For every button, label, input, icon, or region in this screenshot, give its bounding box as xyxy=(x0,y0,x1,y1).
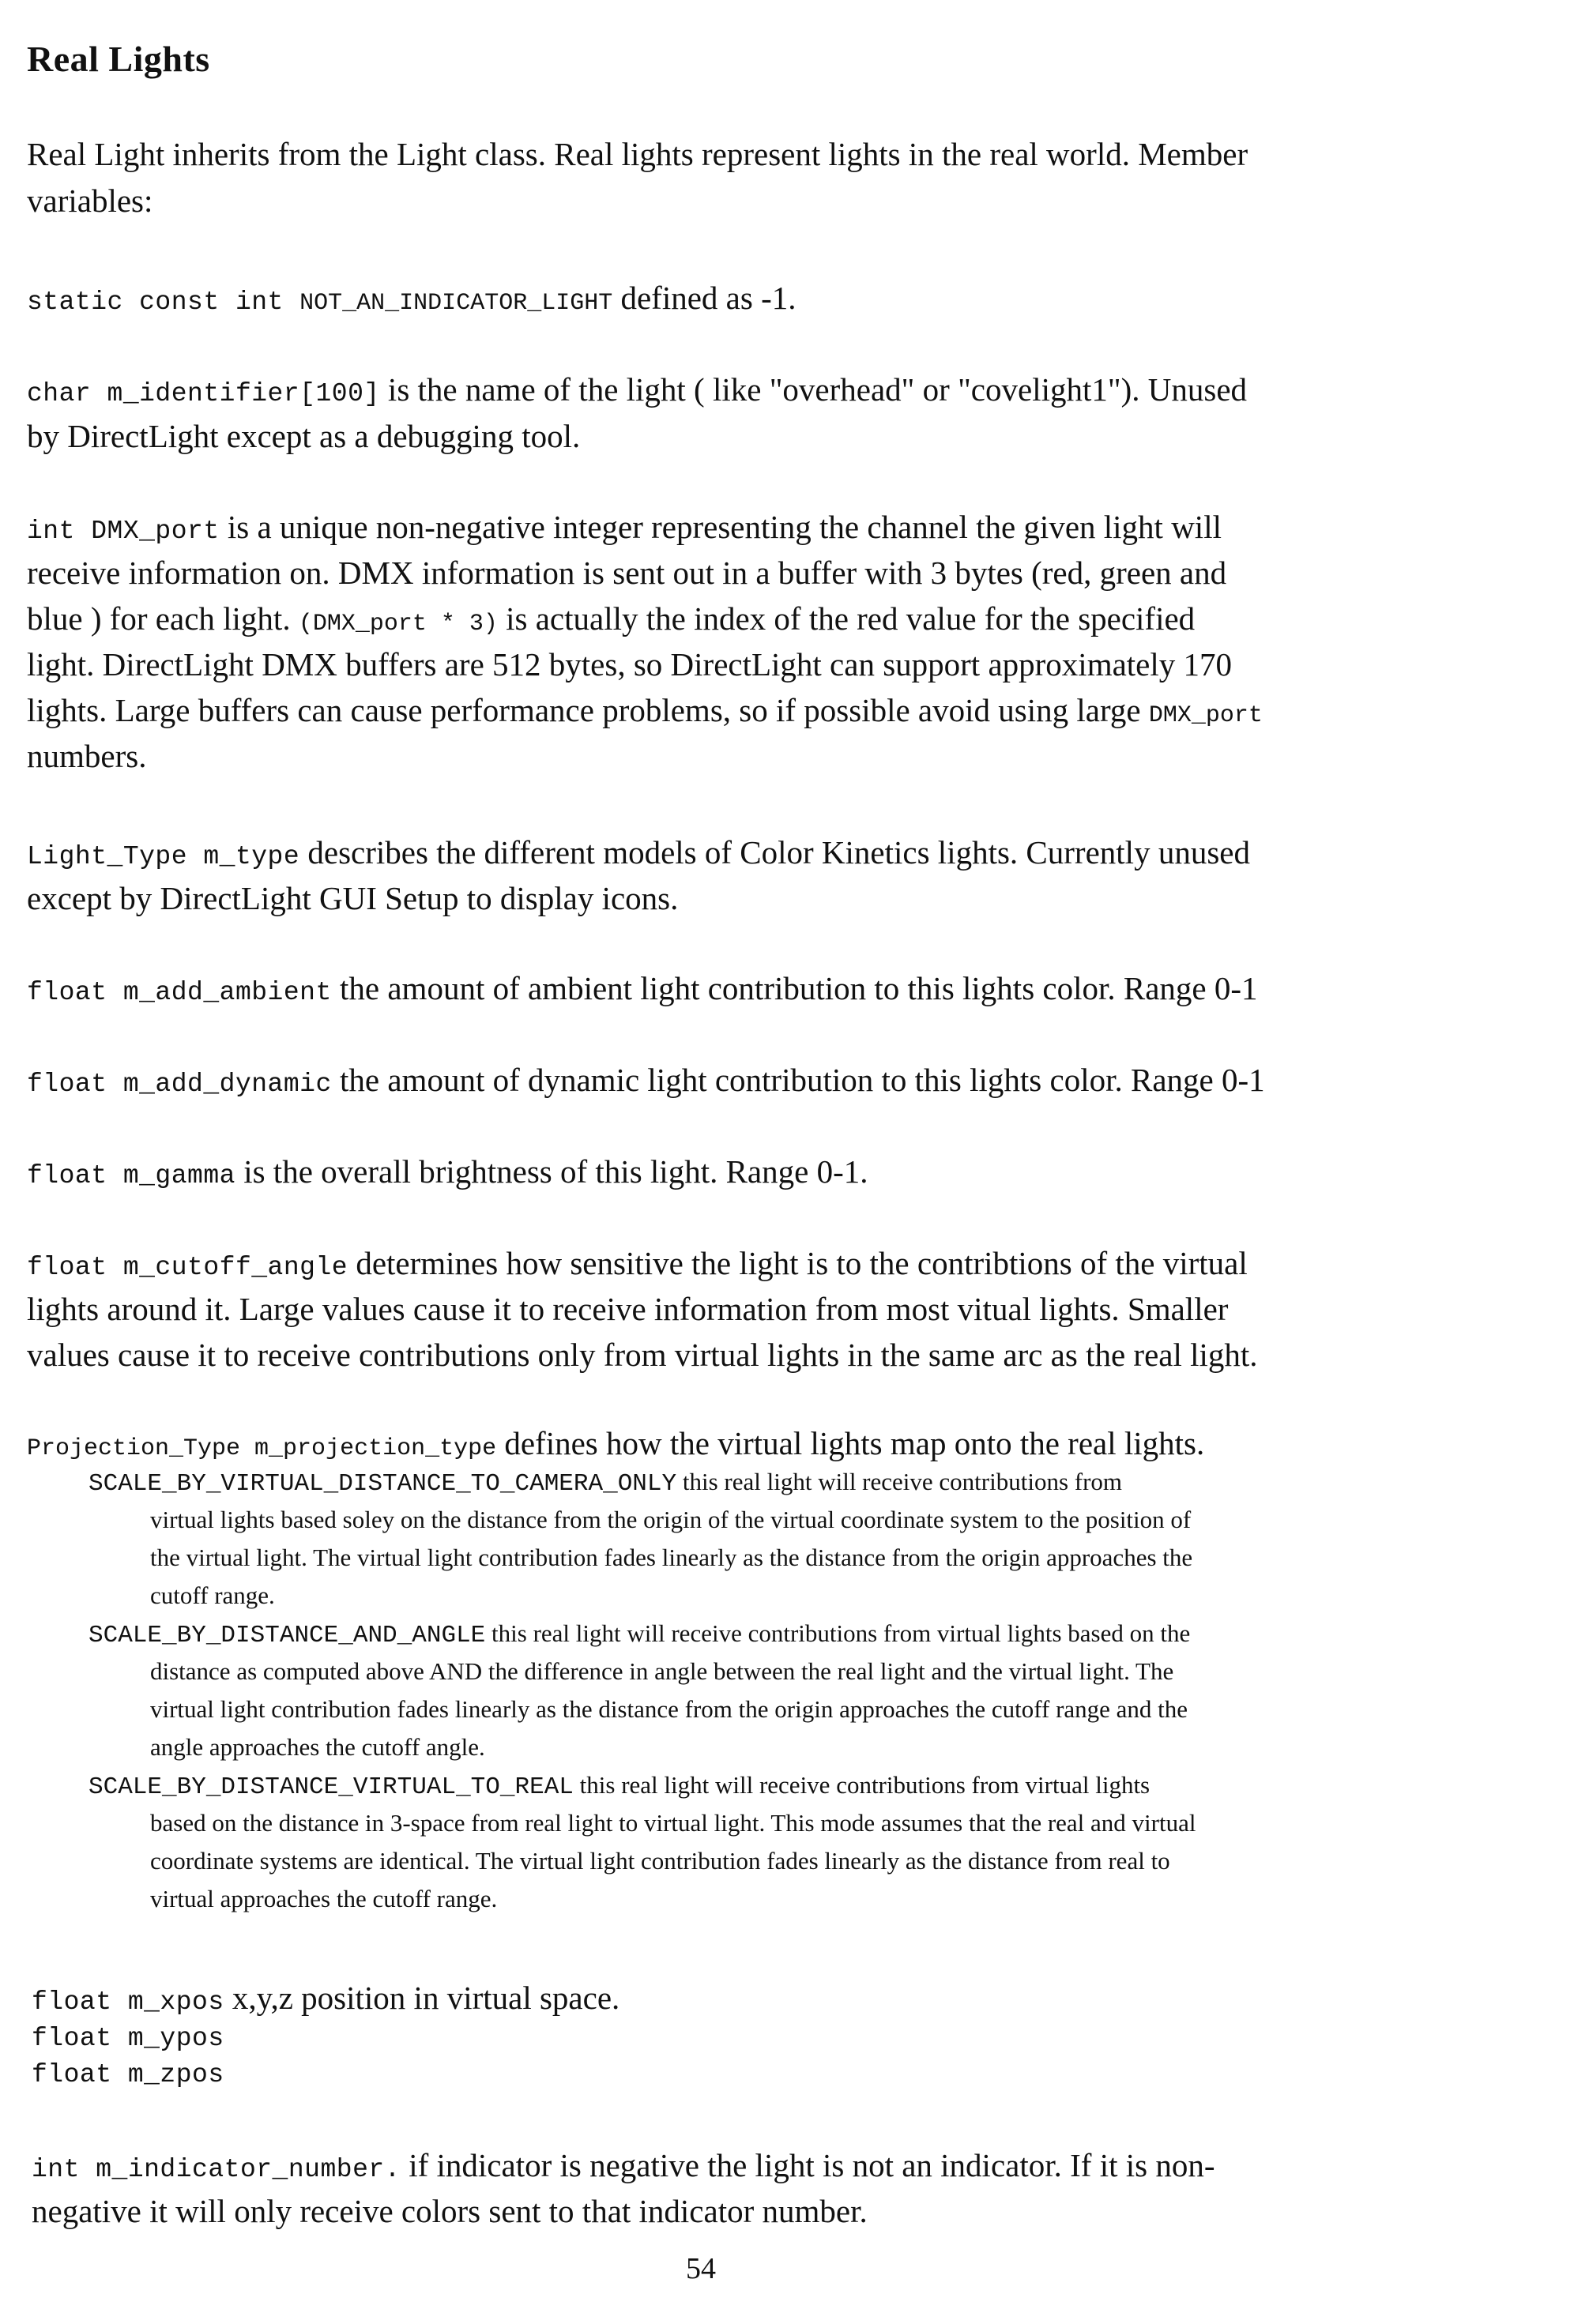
option-line: based on the distance in 3-space from real light to virtual light. This mode assumes that the real and virtual xyxy=(150,1809,1196,1837)
section-title: Real Lights xyxy=(27,39,210,79)
option-line: cutoff range. xyxy=(150,1581,275,1609)
member-description: determines how sensitive the light is to the contribtions of the virtual xyxy=(348,1245,1248,1281)
member-dmx-port-line-3 xyxy=(27,596,1195,647)
member-description: defined as -1. xyxy=(612,280,796,316)
member-description: if indicator is negative the light is not an indicator. If it is non- xyxy=(400,2147,1215,2183)
code-m-add-ambient: float m_add_ambient xyxy=(27,978,332,1007)
code-m-cutoff-angle: float m_cutoff_angle xyxy=(27,1253,348,1282)
option-line: the virtual light. The virtual light contribution fades linearly as the distance from the origin approaches the xyxy=(150,1544,1193,1571)
option-line: distance as computed above AND the difference in angle between the real light and the virtual light. The xyxy=(150,1657,1174,1685)
text-fragment: blue ) for each light. xyxy=(27,600,299,637)
member-description: describes the different models of Color Kinetics lights. Currently unused xyxy=(299,834,1250,871)
member-cutoff-angle-line-3: values cause it to receive contributions only from virtual lights in the same arc as the real light. xyxy=(27,1337,1258,1373)
code-static-const-int: static const int xyxy=(27,288,300,317)
option-line: virtual approaches the cutoff range. xyxy=(150,1885,498,1912)
member-add-dynamic xyxy=(27,1057,1265,1107)
code-dmx-port-times-3: (DMX_port * 3) xyxy=(298,611,498,637)
code-enum-name: SCALE_BY_DISTANCE_AND_ANGLE xyxy=(88,1622,486,1649)
member-cutoff-angle-line-2: lights around it. Large values cause it to receive information from most vitual lights. Smaller xyxy=(27,1291,1229,1327)
member-dmx-port-line-6: numbers. xyxy=(27,738,147,774)
code-dmx-port: DMX_port xyxy=(1148,702,1263,729)
member-description: is the name of the light ( like "overhead" or "covelight1"). Unused xyxy=(379,371,1248,408)
option-description: this real light will receive contributions from virtual lights xyxy=(573,1771,1150,1799)
intro-line-2: variables: xyxy=(27,182,153,219)
member-identifier-line-2: by DirectLight except as a debugging tool. xyxy=(27,418,581,454)
code-light-type-m-type: Light_Type m_type xyxy=(27,842,300,871)
member-indicator-number xyxy=(32,2142,1215,2193)
member-dmx-port-line-4: light. DirectLight DMX buffers are 512 bytes, so DirectLight can support approximately 170 xyxy=(27,646,1233,683)
code-m-zpos: float m_zpos xyxy=(32,2060,224,2089)
code-m-gamma: float m_gamma xyxy=(27,1161,235,1190)
option-line: angle approaches the cutoff angle. xyxy=(150,1733,485,1761)
member-description: defines how the virtual lights map onto the real lights. xyxy=(496,1425,1205,1461)
code-m-ypos: float m_ypos xyxy=(32,2024,224,2053)
code-enum-name: SCALE_BY_VIRTUAL_DISTANCE_TO_CAMERA_ONLY xyxy=(88,1470,677,1498)
member-dmx-port-line-5 xyxy=(27,687,1263,739)
text-fragment: is actually the index of the red value for the specified xyxy=(497,600,1196,637)
intro-line-1: Real Light inherits from the Light class. Real lights represent lights in the real world. Member xyxy=(27,136,1248,172)
option-description: this real light will receive contributions from xyxy=(676,1468,1123,1495)
page-number: 54 xyxy=(686,2252,716,2285)
code-m-indicator-number: int m_indicator_number. xyxy=(32,2155,401,2184)
code-m-identifier: char m_identifier[100] xyxy=(27,379,380,408)
member-not-an-indicator xyxy=(27,275,796,326)
member-dmx-port-line-2: receive information on. DMX information is sent out in a buffer with 3 bytes (red, green and xyxy=(27,555,1227,591)
code-dmx-port: int DMX_port xyxy=(27,517,220,546)
option-description: this real light will receive contributions from virtual lights based on the xyxy=(485,1619,1191,1647)
code-enum-name: SCALE_BY_DISTANCE_VIRTUAL_TO_REAL xyxy=(88,1773,574,1801)
member-description: is the overall brightness of this light. Range 0-1. xyxy=(235,1153,868,1190)
member-description: the amount of ambient light contribution to this lights color. Range 0-1 xyxy=(331,970,1258,1006)
text-fragment: lights. Large buffers can cause performance problems, so if possible avoid using large xyxy=(27,692,1149,728)
code-m-xpos: float m_xpos xyxy=(32,1987,224,2017)
member-indicator-number-line-2: negative it will only receive colors sent to that indicator number. xyxy=(32,2193,868,2229)
member-identifier xyxy=(27,367,1247,417)
member-gamma xyxy=(27,1149,868,1199)
code-m-add-dynamic: float m_add_dynamic xyxy=(27,1070,332,1099)
option-line: virtual light contribution fades linearly as the distance from the origin approaches the cutoff range and the xyxy=(150,1695,1188,1723)
member-dmx-port xyxy=(27,504,1222,555)
code-m-projection-type: Projection_Type m_projection_type xyxy=(27,1435,497,1462)
member-add-ambient xyxy=(27,965,1258,1016)
projection-option-scale-by-virtual-distance-to-camera-only xyxy=(88,1463,1122,1503)
member-cutoff-angle xyxy=(27,1240,1248,1291)
option-line: virtual lights based soley on the distance from the origin of the virtual coordinate system to the position of xyxy=(150,1506,1192,1533)
member-zpos xyxy=(32,2048,224,2098)
member-m-type-line-2: except by DirectLight GUI Setup to display icons. xyxy=(27,880,679,916)
member-m-type xyxy=(27,829,1250,880)
member-description: x,y,z position in virtual space. xyxy=(224,1980,620,2016)
option-line: coordinate systems are identical. The virtual light contribution fades linearly as the distance from real to xyxy=(150,1847,1170,1875)
code-not-an-indicator-light: NOT_AN_INDICATOR_LIGHT xyxy=(299,290,613,317)
member-description: is a unique non-negative integer representing the channel the given light will xyxy=(219,509,1222,545)
member-description: the amount of dynamic light contribution to this lights color. Range 0-1 xyxy=(331,1062,1265,1098)
projection-option-scale-by-distance-virtual-to-real xyxy=(88,1766,1150,1807)
projection-option-scale-by-distance-and-angle xyxy=(88,1615,1190,1655)
